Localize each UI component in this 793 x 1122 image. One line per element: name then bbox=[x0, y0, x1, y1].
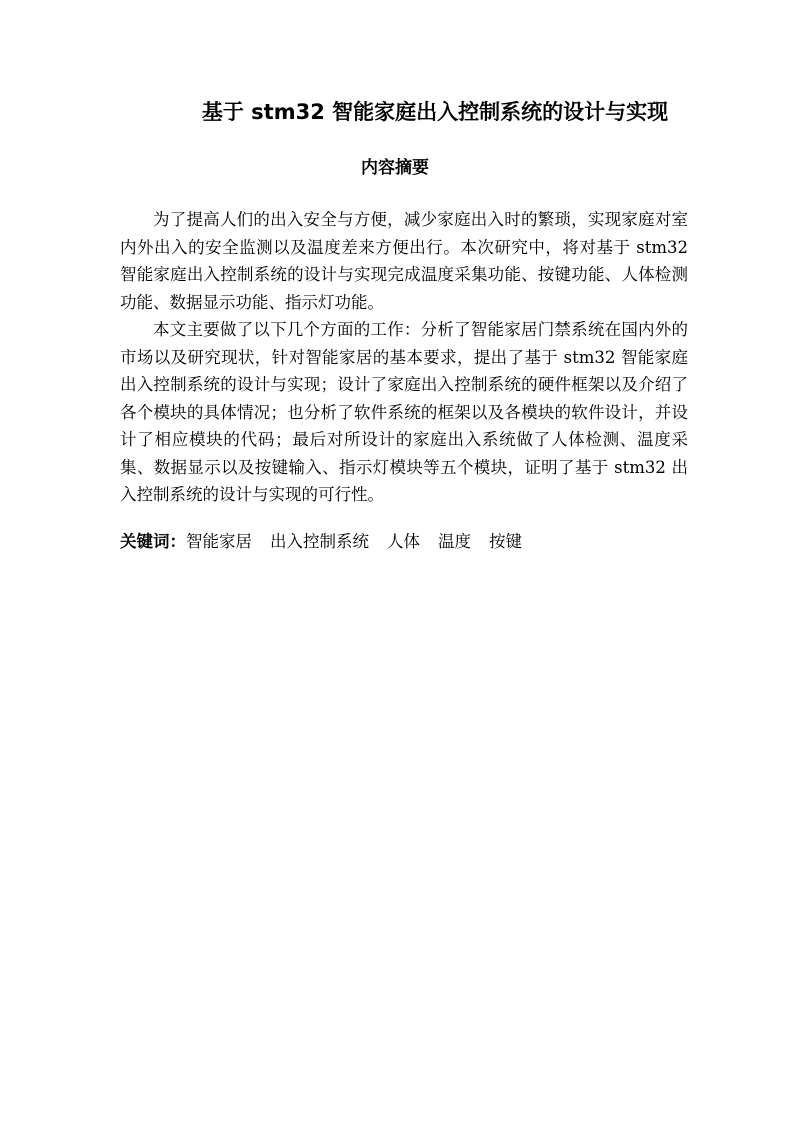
keyword-item: 人体 bbox=[387, 532, 420, 551]
keyword-item: 温度 bbox=[438, 532, 471, 551]
abstract-body bbox=[120, 206, 688, 509]
keyword-item: 出入控制系统 bbox=[270, 532, 369, 551]
keywords-label: 关键词： bbox=[120, 532, 186, 551]
document-title: 基于 stm32 智能家庭出入控制系统的设计与实现 bbox=[201, 100, 669, 124]
keyword-item: 按键 bbox=[489, 532, 522, 551]
abstract-paragraph: 为了提高人们的出入安全与方便，减少家庭出入时的繁琐，实现家庭对室内外出入的安全监测以及温度差来方便出行。本次研究中，将对基于 stm32 智能家庭出入控制系统的设计与实现完成温度采集功能、按键功能、人体检测功能、数据显示功能、指示灯功能。 bbox=[120, 210, 688, 312]
keywords-line bbox=[120, 528, 688, 556]
section-heading: 内容摘要 bbox=[361, 158, 429, 178]
keyword-item: 智能家居 bbox=[186, 532, 252, 551]
abstract-paragraph: 本文主要做了以下几个方面的工作：分析了智能家居门禁系统在国内外的市场以及研究现状，针对智能家居的基本要求，提出了基于 stm32 智能家庭出入控制系统的设计与实现；设计了家庭出入控制系统的硬件框架以及介绍了各个模块的具体情况；也分析了软件系统的框架以及各模块的软件设计，并设计了相应模块的代码；最后对所设计的家庭出入系统做了人体检测、温度采集、数据显示以及按键输入、指示灯模块等五个模块，证明了基于 stm32 出入控制系统的设计与实现的可行性。 bbox=[120, 320, 688, 504]
